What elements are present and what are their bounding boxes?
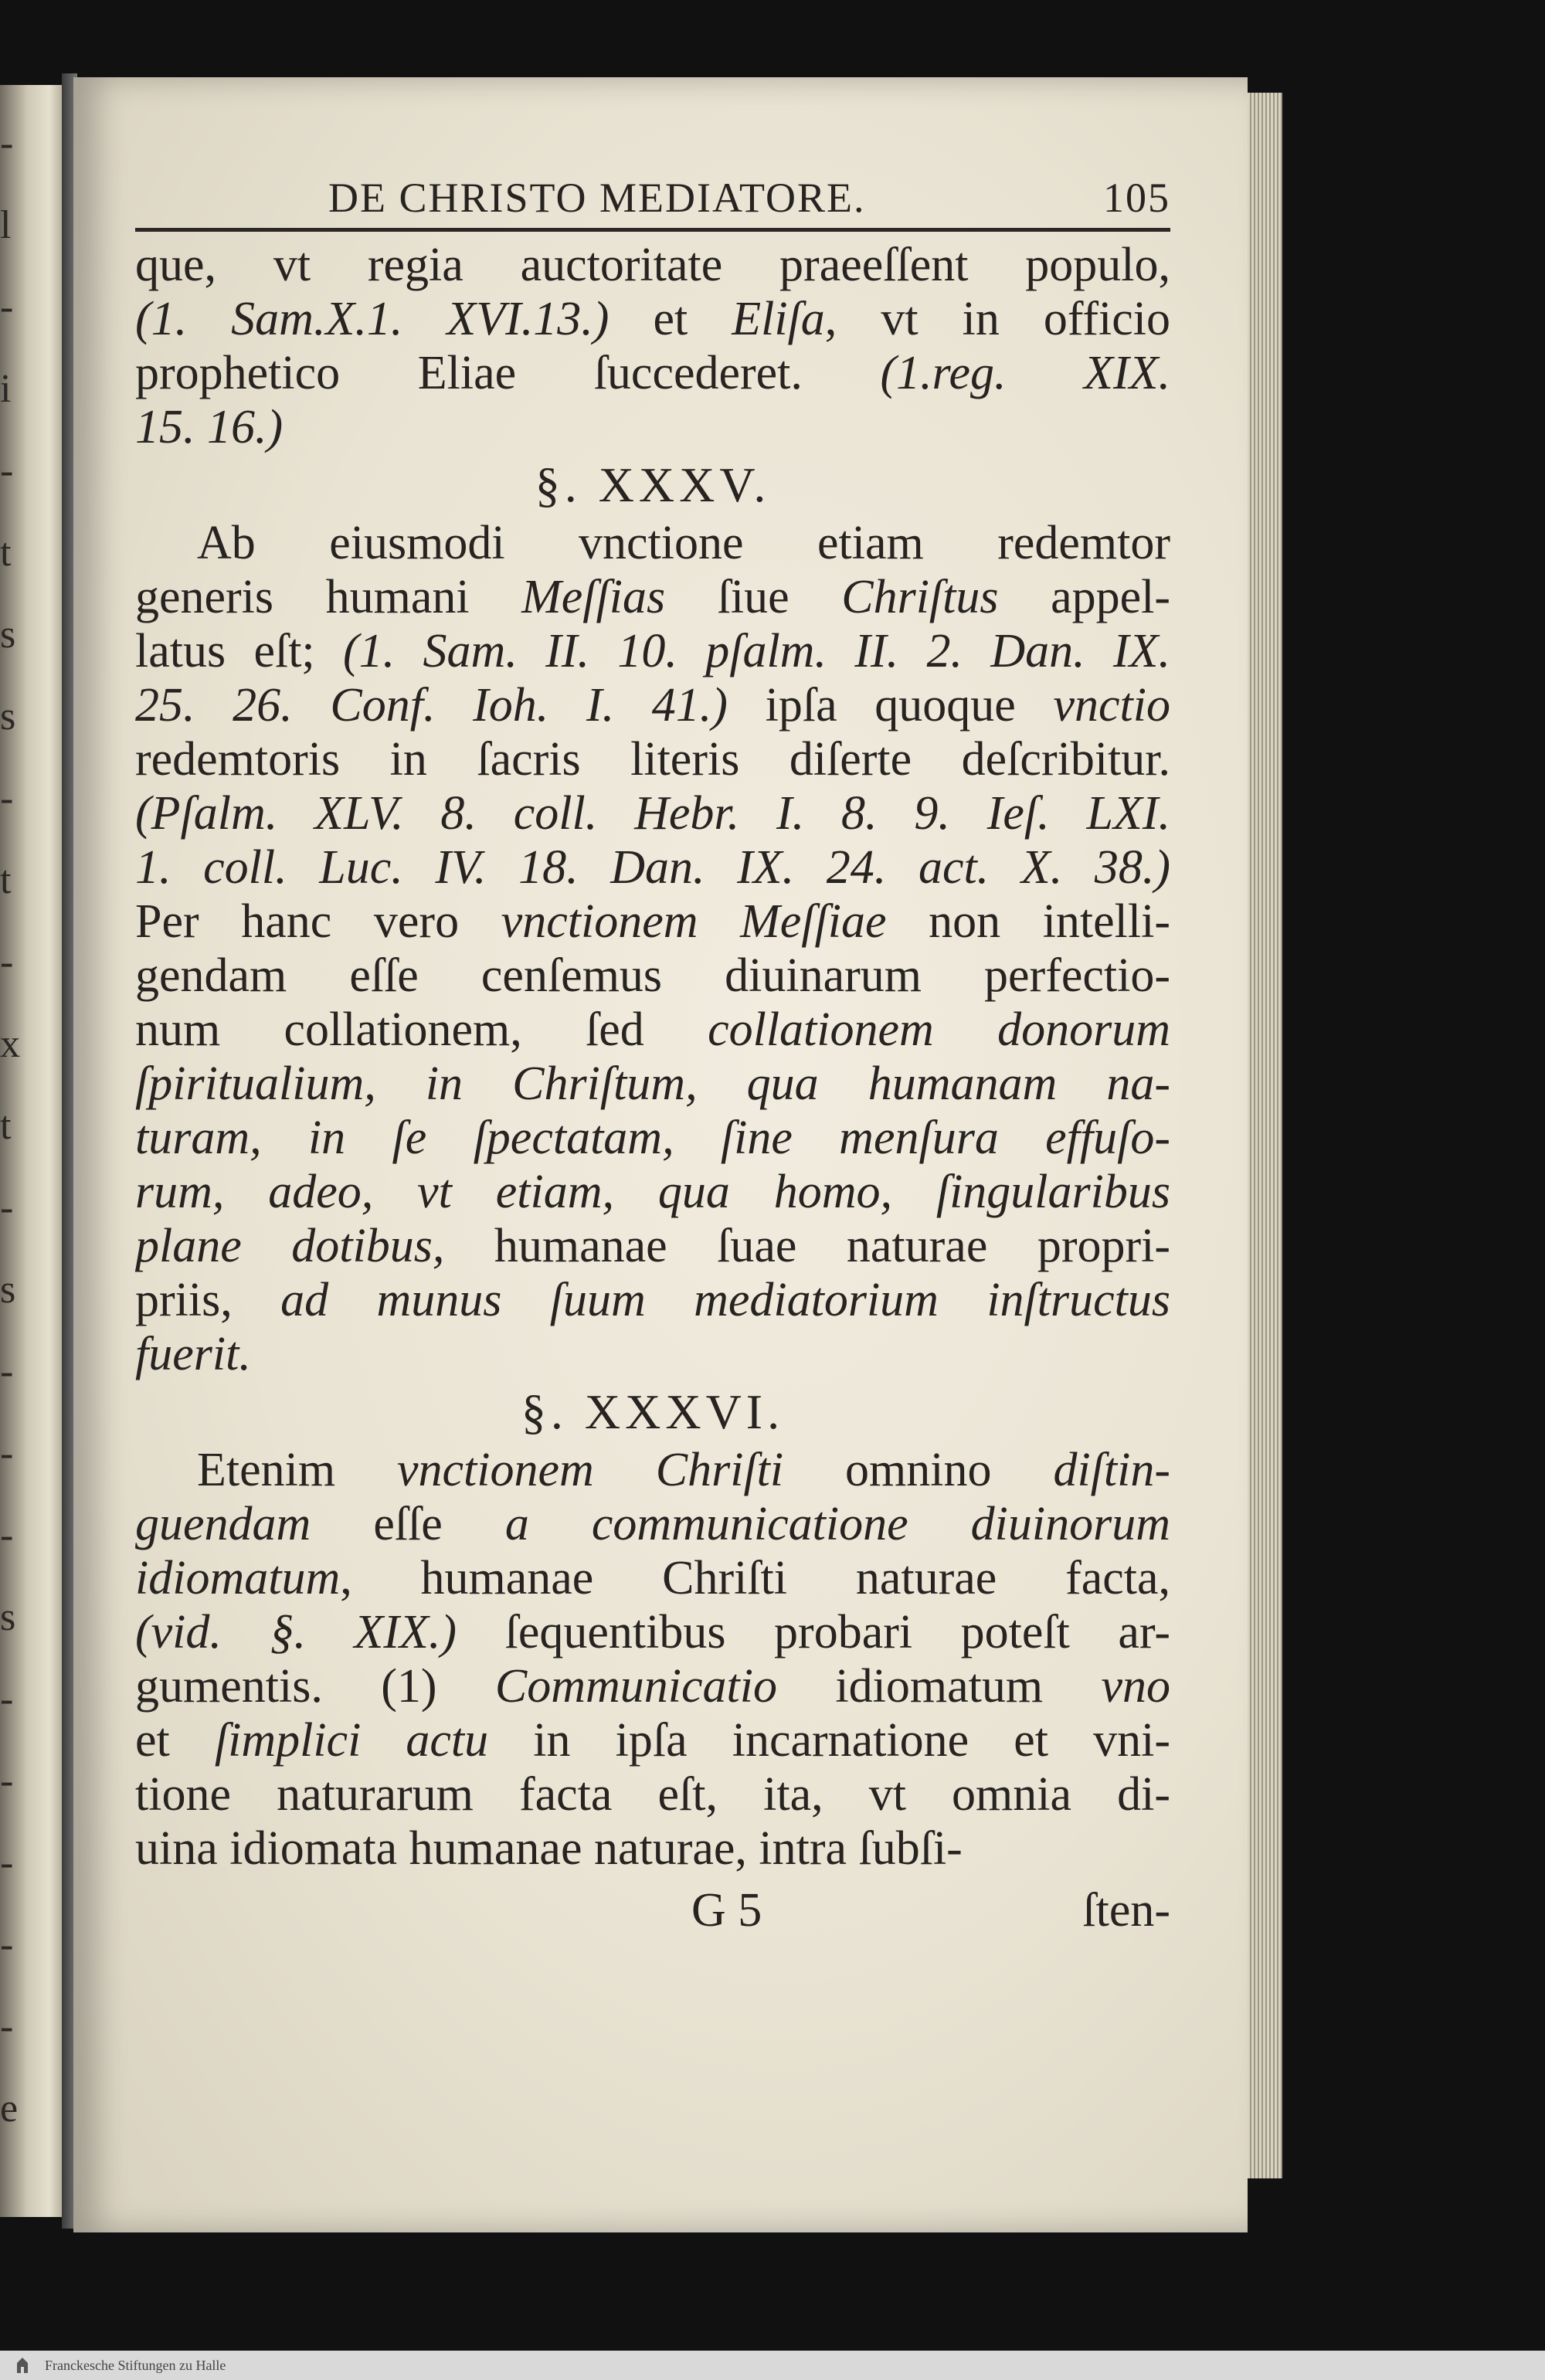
facing-page-character: - [0, 1350, 14, 1394]
archive-credit: Franckesche Stiftungen zu Halle [45, 2358, 226, 2373]
facing-page-character: - [0, 1431, 14, 1475]
text-line [135, 840, 1170, 895]
italic-text: a communicatione diuinorum [504, 1498, 1170, 1550]
text-line [135, 1821, 1170, 1876]
italic-text: vnctio [1053, 679, 1170, 732]
text-span: generis humani [135, 571, 522, 623]
text-span: appel- [998, 571, 1170, 623]
text-span: Etenim [197, 1444, 398, 1496]
text-line [135, 1659, 1170, 1713]
italic-text: vnctionem Meſſiae [501, 895, 887, 948]
text-span: Per hanc vero [135, 895, 501, 948]
text-line [135, 1497, 1170, 1551]
italic-text: (1.reg. XIX. [880, 347, 1170, 399]
italic-text: Meſſias [521, 571, 666, 623]
text-span: idiomatum [777, 1660, 1102, 1713]
italic-text: turam, in ſe ſpectatam, ſine menſura effuſo- [135, 1112, 1170, 1164]
text-line [135, 1767, 1170, 1821]
text-span: uina idiomata humanae naturae, intra ſubſi- [135, 1822, 963, 1875]
italic-text: collationem donorum [708, 1003, 1170, 1056]
italic-text: Communicatio [494, 1660, 778, 1713]
facing-page-character: t [0, 858, 12, 902]
text-line [135, 1003, 1170, 1057]
text-line [135, 678, 1170, 732]
section-heading: §. XXXV. [535, 457, 771, 512]
italic-text: ſpiritualium, in Chriſtum, qua humanam na- [135, 1058, 1170, 1110]
text-line [135, 1327, 1170, 1381]
text-line [135, 1165, 1170, 1219]
facing-page-character: i [0, 367, 12, 411]
section-heading: §. XXXVI. [521, 1384, 785, 1439]
text-span: et [609, 293, 732, 345]
facing-page-character: - [0, 1677, 14, 1721]
institution-logo-icon [15, 2357, 29, 2374]
facing-page-marks [0, 121, 20, 2171]
text-line [135, 1273, 1170, 1327]
page-text [135, 158, 1170, 1945]
text-span: tione naturarum facta eſt, ita, vt omnia di- [135, 1768, 1170, 1821]
italic-text: 25. 26. Conf. Ioh. I. 41.) [135, 679, 728, 732]
text-span: non intelli- [886, 895, 1170, 948]
text-line [135, 292, 1170, 346]
facing-page-character: - [0, 1186, 14, 1230]
archive-footer-bar [0, 2351, 1545, 2380]
text-line [135, 238, 1170, 292]
facing-page-character: - [0, 285, 14, 329]
text-span: in ipſa incarnatione et vni- [488, 1714, 1170, 1767]
italic-text: idiomatum [135, 1552, 341, 1604]
text-span: ipſa quoque [727, 679, 1054, 732]
text-line [135, 1219, 1170, 1273]
text-span: ſiue [665, 571, 842, 623]
facing-page-character: l [0, 203, 12, 247]
facing-page-character: t [0, 1104, 12, 1148]
italic-text: 1. coll. Luc. IV. 18. Dan. IX. 24. act. X. 38.) [135, 841, 1170, 894]
signature-mark: G 5 [691, 1884, 762, 1937]
text-line [135, 624, 1170, 678]
italic-text: (vid. §. XIX.) [135, 1606, 457, 1659]
text-span: , humanae Chriſti naturae facta, [340, 1552, 1170, 1604]
italic-text: (1. Sam.X.1. XVI.13.) [135, 293, 610, 345]
text-span: eſſe [311, 1498, 505, 1550]
text-line [135, 949, 1170, 1003]
facing-page-character: x [0, 1022, 20, 1066]
facing-page-character: - [0, 1759, 14, 1803]
text-line [135, 732, 1170, 786]
text-line [135, 1551, 1170, 1605]
text-span: humanae ſuae naturae propri- [444, 1220, 1170, 1272]
text-span: omnino [783, 1444, 1054, 1496]
facing-page-character: - [0, 1841, 14, 1885]
italic-text: rum, adeo, vt etiam, qua homo, ſingularibus [135, 1166, 1170, 1218]
facing-page-character: - [0, 776, 14, 820]
text-line [135, 570, 1170, 624]
italic-text: fuerit. [135, 1328, 251, 1380]
facing-page-character: e [0, 2086, 19, 2130]
text-span: ſequentibus probari poteſt ar- [457, 1606, 1170, 1659]
text-span: gendam eſſe cenſemus diuinarum perfectio- [135, 949, 1170, 1002]
text-span: latus eſt; [135, 625, 344, 677]
facing-page-character: s [0, 1268, 16, 1312]
text-span: prophetico Eliae ſuccederet. [135, 347, 881, 399]
body-text [135, 238, 1170, 1876]
facing-page-character: - [0, 2005, 14, 2049]
facing-page-character: s [0, 1595, 16, 1639]
text-span: que, vt regia auctoritate praeeſſent populo, [135, 239, 1170, 291]
italic-text: ad munus ſuum mediatorium inſtructus [280, 1274, 1170, 1326]
italic-text: diſtin- [1053, 1444, 1170, 1496]
text-span: priis, [135, 1274, 281, 1326]
page-number: 105 [1103, 175, 1170, 221]
italic-text: (Pſalm. XLV. 8. coll. Hebr. I. 8. 9. Ieſ. LXI. [135, 787, 1170, 840]
text-line [135, 1111, 1170, 1165]
text-line [135, 346, 1170, 400]
facing-page-character: s [0, 613, 16, 657]
text-line [135, 1605, 1170, 1659]
text-span: et [135, 1714, 215, 1767]
italic-text: plane dotibus, [135, 1220, 445, 1272]
text-span: redemtoris in ſacris literis diſerte deſcribitur. [135, 733, 1170, 786]
italic-text: vno [1101, 1660, 1170, 1713]
text-line [135, 1057, 1170, 1111]
running-head-title: DE CHRISTO MEDIATORE. [328, 175, 866, 221]
text-line [135, 516, 1170, 570]
facing-page-character: t [0, 531, 12, 575]
text-span: Ab eiusmodi vnctione etiam redemtor [197, 517, 1170, 569]
italic-text: Chriſtus [841, 571, 999, 623]
italic-text: (1. Sam. II. 10. pſalm. II. 2. Dan. IX. [343, 625, 1170, 677]
italic-text: 15. 16.) [135, 401, 284, 453]
catchword: ſten- [1082, 1884, 1170, 1937]
facing-page-character: - [0, 121, 14, 165]
text-line [135, 1713, 1170, 1767]
italic-text: Eliſa [732, 293, 825, 345]
facing-page-character: - [0, 940, 14, 984]
italic-text: ſimplici actu [214, 1714, 489, 1767]
italic-text: vnctionem Chriſti [397, 1444, 784, 1496]
text-span: , vt in officio [824, 293, 1170, 345]
running-head [135, 158, 1170, 232]
text-span: gumentis. (1) [135, 1660, 495, 1713]
text-line [135, 400, 1170, 454]
facing-page-character: - [0, 1923, 14, 1967]
text-line [135, 1443, 1170, 1497]
facing-page-character: s [0, 694, 16, 738]
italic-text: guendam [135, 1498, 311, 1550]
facing-page-character: - [0, 449, 14, 493]
text-span: num collationem, ſed [135, 1003, 708, 1056]
page-footer [135, 1883, 1170, 1945]
text-line [135, 786, 1170, 840]
facing-page-character: - [0, 1513, 14, 1557]
text-line [135, 895, 1170, 949]
